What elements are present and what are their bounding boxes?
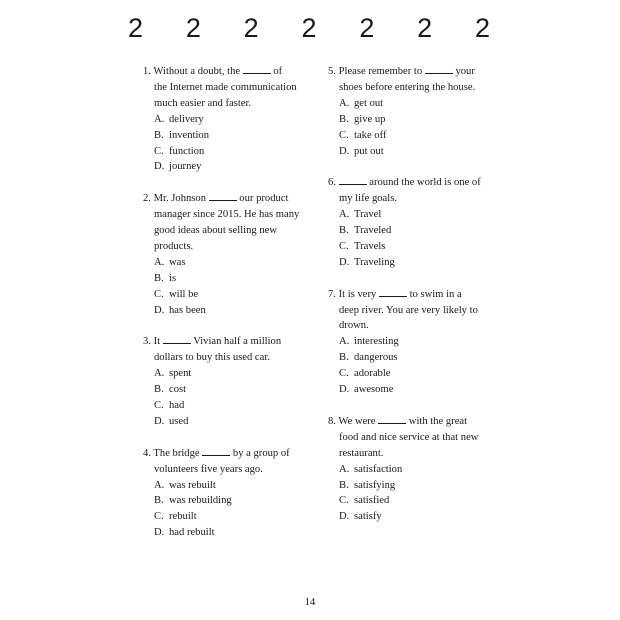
question-stem-line [328,446,488,462]
option-text: satisfied [354,495,390,507]
stem-text: deep river. You are very likely to [339,304,478,316]
option-letter: C. [339,129,349,141]
option-text: was rebuilding [169,495,232,507]
header-digit: 2 [359,12,375,43]
stem-text: Without a doubt, the [153,66,243,77]
answer-option [328,96,488,112]
answer-option [143,287,303,303]
question-number: 1. [143,66,151,77]
question-stem-line [143,96,303,112]
answer-option [143,303,303,319]
option-text: is [169,272,177,284]
question-number: 7. [328,288,336,300]
answer-option [143,509,303,525]
option-letter: C. [339,240,349,252]
option-letter: A. [339,97,350,109]
answer-option [328,334,488,350]
question-stem-line [143,446,303,462]
option-letter: D. [339,256,350,268]
question-number: 5. [328,66,336,77]
stem-text: It [153,336,163,348]
question-stem [143,446,303,478]
answer-option [143,478,303,494]
answer-option [328,509,488,525]
question-item [328,287,488,398]
option-letter: A. [154,368,165,380]
answer-option [328,478,488,494]
answer-option [143,366,303,382]
answer-blank [379,287,407,297]
question-number: 6. [328,177,336,189]
question-stem [143,191,303,255]
option-text: satisfy [354,511,382,523]
option-text: will be [169,288,199,300]
answer-option [143,271,303,287]
question-stem [328,175,488,207]
answer-option [143,493,303,509]
stem-text: It is very [338,288,379,300]
question-stem-line [328,303,488,319]
answer-option [328,255,488,271]
option-letter: D. [339,145,350,157]
option-text: Traveling [354,256,395,268]
answer-blank [339,175,367,185]
question-stem-line [328,80,488,96]
page-number: 14 [304,597,316,608]
left-question-column [143,64,303,541]
option-letter: D. [154,415,165,427]
question-stem [143,64,303,112]
answer-option [143,112,303,128]
stem-text: We were [338,415,379,427]
answer-option [328,239,488,255]
option-text: satisfying [354,479,396,491]
answer-option [143,414,303,430]
answer-option [328,128,488,144]
option-text: had [169,400,185,411]
header-digit: 2 [474,12,490,43]
stem-text: much easier and faster. [154,97,252,109]
option-text: was [169,256,186,268]
stem-text: your [452,66,475,77]
question-item [143,334,303,429]
stem-text: shoes before entering the house. [339,81,476,93]
question-stem [328,414,488,462]
question-item [143,446,303,541]
header-digit: 2 [243,12,259,43]
question-stem-line [143,191,303,207]
question-item [328,175,488,270]
option-letter: A. [154,256,165,268]
option-letter: D. [154,527,165,539]
stem-text: Vivian half a million [190,336,282,348]
question-stem-line [328,175,488,191]
question-number: 8. [328,415,336,427]
header-digit: 2 [417,12,433,43]
answer-blank [425,64,453,74]
header-digit: 2 [301,12,317,43]
question-stem-line [143,80,303,96]
answer-blank [243,64,271,74]
question-stem-line [328,64,488,80]
question-stem-line [143,462,303,478]
option-text: awesome [354,384,394,396]
stem-text: manager since 2015. He has many [154,209,300,221]
option-text: journey [169,161,202,173]
option-text: get out [354,97,384,109]
option-text: interesting [354,336,399,348]
answer-option [143,128,303,144]
answer-option [328,223,488,239]
stem-text: volunteers five years ago. [154,463,263,475]
question-stem-line [328,191,488,207]
option-text: spent [169,368,192,380]
option-text: give up [354,113,386,125]
answer-option [328,493,488,509]
option-letter: A. [339,209,350,221]
answer-blank [209,191,237,201]
stem-text: food and nice service at that new [339,431,479,443]
answer-option [143,159,303,175]
answer-option [328,382,488,398]
answer-option [328,462,488,478]
stem-text: The bridge [153,447,203,459]
option-letter: A. [339,336,350,348]
option-letter: B. [339,479,349,491]
stem-text: to swim in a [406,288,462,300]
option-text: take off [354,129,387,141]
option-text: used [169,415,189,427]
stem-text: dollars to buy this used car. [154,352,270,364]
question-stem-line [143,64,303,80]
answer-option [328,112,488,128]
question-stem [328,64,488,96]
question-item [328,414,488,525]
stem-text: restaurant. [339,447,384,459]
option-text: Traveled [354,225,392,237]
option-letter: B. [154,129,164,141]
option-text: adorable [354,368,391,380]
answer-blank [163,334,191,344]
option-text: put out [354,145,384,157]
answer-option [143,398,303,414]
answer-option [328,207,488,223]
answer-option [143,525,303,541]
option-letter: C. [339,495,349,507]
question-item [143,64,303,175]
option-text: satisfaction [354,463,403,475]
option-text: was rebuilt [169,479,216,491]
option-letter: C. [154,145,164,157]
stem-text: drown. [339,320,369,332]
option-text: Travels [354,240,386,252]
stem-text: Mr. Johnson [153,193,209,205]
right-question-column [328,64,488,525]
option-letter: B. [154,495,164,507]
stem-text: Please remember to [338,66,425,77]
option-letter: B. [339,113,349,125]
question-stem [143,334,303,366]
option-letter: B. [154,384,164,396]
stem-text: good ideas about selling new [154,225,277,237]
option-letter: B. [339,225,349,237]
question-stem-line [328,318,488,334]
question-stem-line [328,430,488,446]
option-letter: A. [339,463,350,475]
question-stem-line [143,223,303,239]
answer-option [143,255,303,271]
option-text: Travel [354,209,382,221]
option-letter: C. [154,288,164,300]
option-text: dangerous [354,352,398,364]
answer-option [328,144,488,160]
option-text: has been [169,304,206,316]
answer-blank [202,446,230,456]
question-item [143,191,303,318]
answer-option [143,144,303,160]
question-number: 2. [143,193,151,205]
option-text: cost [169,384,187,396]
option-text: function [169,145,205,157]
answer-option [143,382,303,398]
option-letter: C. [154,400,164,411]
question-number: 3. [143,336,151,348]
option-letter: D. [154,161,165,173]
option-letter: D. [154,304,165,316]
stem-text: the Internet made communication [154,81,297,93]
option-letter: D. [339,511,350,523]
answer-option [328,350,488,366]
option-text: had rebuilt [169,527,215,539]
answer-blank [378,414,406,424]
header-digit: 2 [185,12,201,43]
option-text: invention [169,129,210,141]
option-letter: B. [154,272,164,284]
stem-text: around the world is one of [366,177,481,189]
answer-option [328,366,488,382]
option-letter: C. [154,511,164,523]
question-stem-line [143,334,303,350]
page-header-digits [128,10,490,46]
stem-text: of [270,66,283,77]
option-letter: D. [339,384,350,396]
question-stem [328,287,488,335]
option-letter: C. [339,368,349,380]
question-number: 4. [143,447,151,459]
option-letter: B. [339,352,349,364]
question-stem-line [328,287,488,303]
option-letter: A. [154,479,165,491]
stem-text: by a group of [230,447,290,459]
question-stem-line [143,239,303,255]
header-digit: 2 [128,12,144,43]
stem-text: our product [236,193,289,205]
question-stem-line [143,350,303,366]
option-text: rebuilt [169,511,197,523]
question-stem-line [143,207,303,223]
option-text: delivery [169,113,204,125]
stem-text: products. [154,240,194,252]
stem-text: my life goals. [339,193,397,205]
option-letter: A. [154,113,165,125]
question-item [328,64,488,159]
question-stem-line [328,414,488,430]
stem-text: with the great [406,415,468,427]
